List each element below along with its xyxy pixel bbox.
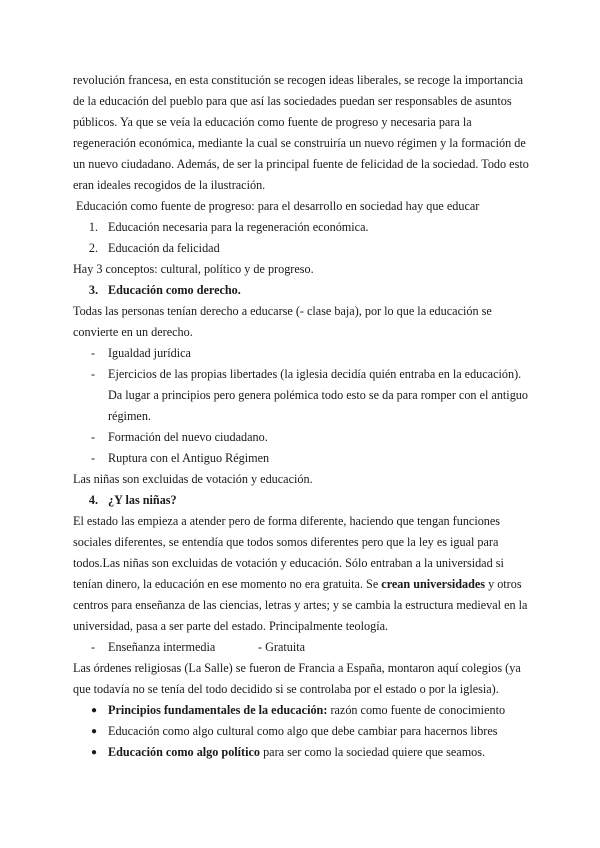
state-text-a: El estado las empieza a atender pero de forma diferente, haciendo que tengan funciones sociales diferentes, se entendía que todos somos diferentes pero que la ley es igual para todos.Las niñas son excluidas de votación y educación. Sólo entraban a la universidad si tenían dinero, la educación en ese momento no era gratuita. Se bbox=[73, 514, 504, 591]
dash-item-text bbox=[108, 637, 529, 658]
bullet-item bbox=[73, 721, 529, 742]
item-text: Educación da felicidad bbox=[108, 241, 220, 255]
religious-orders-paragraph: Las órdenes religiosas (La Salle) se fueron de Francia a España, montaron aquí colegios (ya que todavía no se tenía del todo decidido si se controlaba por el estado o por la iglesia). bbox=[73, 661, 521, 696]
bullet-item bbox=[73, 742, 529, 763]
bullet-rest: Educación como algo cultural como algo que debe cambiar para hacernos libres bbox=[108, 724, 498, 738]
bullet-text bbox=[108, 742, 529, 763]
dash-item bbox=[73, 427, 529, 448]
section-number: 4. bbox=[88, 493, 98, 507]
dash-marker: - bbox=[91, 451, 96, 465]
girls-excluded-paragraph: Las niñas son excluidas de votación y educación. bbox=[73, 472, 313, 486]
bullet-marker: ● bbox=[91, 726, 98, 737]
state-paragraph bbox=[73, 511, 529, 637]
item-text: Educación necesaria para la regeneración económica. bbox=[108, 220, 369, 234]
dash-item-text: Ruptura con el Antiguo Régimen bbox=[108, 451, 270, 465]
dash-item-text: Ejercicios de las propias libertades (la iglesia decidía quién entraba en la educación). Da lugar a principios pero genera polémica todo esto se da para romper con el antiguo régimen. bbox=[108, 367, 528, 423]
state-text-bold: crean universidades bbox=[381, 577, 486, 591]
section-heading-4 bbox=[73, 490, 529, 511]
bullet-rest: para ser como la sociedad quiere que seamos. bbox=[260, 745, 486, 759]
item-number: 2. bbox=[88, 241, 98, 255]
bullet-text bbox=[108, 700, 529, 721]
dash-item bbox=[73, 343, 529, 364]
dash-item bbox=[73, 637, 529, 658]
dash-item-text: Formación del nuevo ciudadano. bbox=[108, 430, 268, 444]
state-text-b: y otros centros para enseñanza de las ciencias, letras y artes; y se cambia la estructura medieval en la universidad, pasa a ser parte del estado. Principalmente teología. bbox=[73, 577, 528, 633]
dash-item bbox=[73, 448, 529, 469]
dash-marker: - bbox=[91, 640, 96, 654]
dash-marker: - bbox=[91, 430, 96, 444]
rights-paragraph: Todas las personas tenían derecho a educarse (- clase baja), por lo que la educación se convierte en un derecho. bbox=[73, 304, 492, 339]
numbered-item bbox=[73, 238, 529, 259]
bullet-rest: razón como fuente de conocimiento bbox=[327, 703, 506, 717]
section-title: Educación como derecho. bbox=[108, 283, 241, 297]
bullet-item bbox=[73, 700, 529, 721]
dash-item bbox=[73, 364, 529, 427]
intro-paragraph: revolución francesa, en esta constitución se recogen ideas liberales, se recoge la importancia de la educación del pueblo para que así las sociedades puedan ser responsables de asuntos públicos. Ya que se veía la educación como fuente de progreso y necesaria para la regeneración económica, mediante la cual se construiría un nuevo régimen y la formación de un nuevo ciudadano. Además, de ser la principal fuente de felicidad de la sociedad. Todo esto eran ideales recogidos de la ilustración. bbox=[73, 73, 529, 192]
dash-marker: - bbox=[91, 367, 96, 381]
concepts-paragraph: Hay 3 conceptos: cultural, político y de progreso. bbox=[73, 262, 314, 276]
bullet-marker: ● bbox=[91, 747, 98, 758]
bullet-marker: ● bbox=[91, 705, 98, 716]
bullet-text bbox=[108, 721, 529, 742]
dash-item-text: Igualdad jurídica bbox=[108, 346, 191, 360]
dash-marker: - bbox=[91, 346, 96, 360]
bullet-bold: Educación como algo político bbox=[108, 745, 261, 759]
section-heading-3 bbox=[73, 280, 529, 301]
numbered-item bbox=[73, 217, 529, 238]
bullet-bold: Principios fundamentales de la educación: bbox=[108, 703, 328, 717]
section-title: ¿Y las niñas? bbox=[108, 493, 177, 507]
item-number: 1. bbox=[88, 220, 98, 234]
section-number: 3. bbox=[88, 283, 98, 297]
document-content bbox=[73, 70, 529, 763]
dash-left-text: Enseñanza intermedia bbox=[108, 640, 216, 654]
dash-right-text: - Gratuita bbox=[258, 640, 306, 654]
progress-paragraph: Educación como fuente de progreso: para el desarrollo en sociedad hay que educar bbox=[76, 199, 480, 213]
